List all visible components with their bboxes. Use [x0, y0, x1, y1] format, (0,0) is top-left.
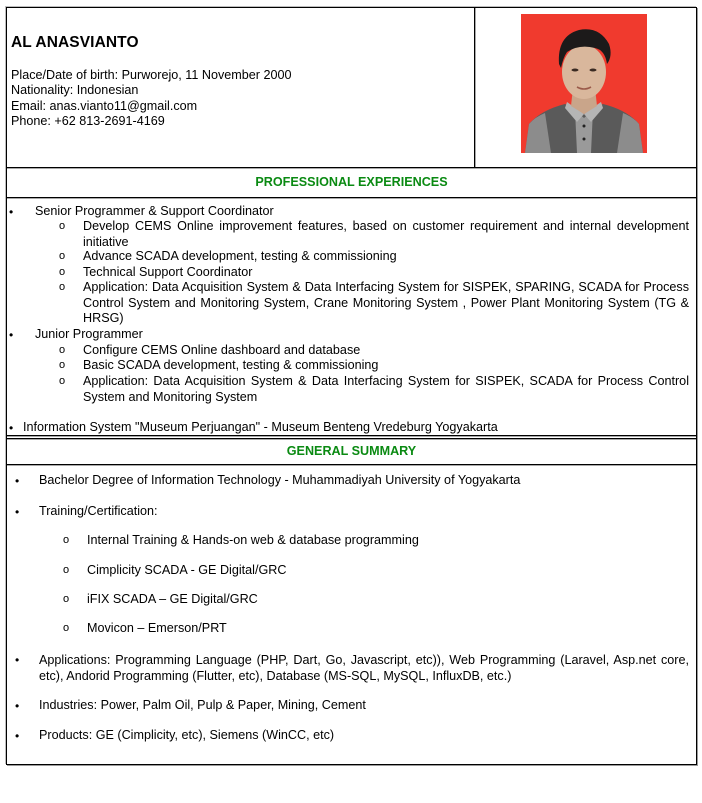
experience-title-row	[7, 168, 696, 198]
photo-cell	[475, 8, 696, 167]
header-row	[7, 8, 696, 168]
job-item: Advance SCADA development, testing & commissioning	[83, 249, 397, 263]
job-item: Technical Support Coordinator	[83, 265, 253, 279]
bullet-icon: •	[15, 729, 20, 743]
circle-bullet-icon: o	[59, 359, 66, 371]
training-item: Movicon – Emerson/PRT	[87, 621, 227, 635]
circle-bullet-icon: o	[59, 344, 66, 356]
birth-info: Place/Date of birth: Purworejo, 11 November 2000	[11, 68, 292, 82]
circle-bullet-icon: o	[63, 622, 70, 634]
job-role-junior: Junior Programmer	[35, 327, 143, 341]
personal-info-cell	[7, 8, 475, 167]
job-item: Application: Data Acquisition System & Data Interfacing System for SISPEK, SCADA for Process Control System and Monitoring System	[83, 374, 689, 404]
summary-title-row	[7, 439, 696, 465]
education-item: Bachelor Degree of Information Technology - Muhammadiyah University of Yogyakarta	[39, 473, 521, 487]
portrait-image-icon	[521, 14, 647, 153]
circle-bullet-icon: o	[63, 534, 70, 546]
experience-body	[7, 198, 696, 436]
section-title-summary: GENERAL SUMMARY	[286, 444, 417, 458]
email-info: Email: anas.vianto11@gmail.com	[11, 98, 198, 113]
bullet-icon: •	[9, 421, 14, 435]
job-role-senior: Senior Programmer & Support Coordinator	[35, 204, 274, 218]
bullet-icon: •	[15, 505, 20, 519]
bullet-icon: •	[9, 328, 14, 342]
bullet-icon: •	[9, 205, 14, 219]
circle-bullet-icon: o	[63, 564, 70, 576]
training-item: Cimplicity SCADA - GE Digital/GRC	[87, 563, 287, 577]
bullet-icon: •	[15, 653, 20, 667]
circle-bullet-icon: o	[59, 250, 66, 262]
summary-body	[7, 465, 696, 764]
bullet-icon: •	[15, 699, 20, 713]
products-item: Products: GE (Cimplicity, etc), Siemens (WinCC, etc)	[39, 728, 335, 742]
portrait-photo	[521, 14, 647, 153]
applications-item: Applications: Programming Language (PHP, Dart, Go, Javascript, etc)), Web Programming (Laravel, Asp.net core, etc), Andorid Programming (Flutter, etc), Database (MS-SQL, MySQL, InfluxDB, etc.)	[39, 653, 689, 683]
cv-table	[6, 7, 697, 765]
circle-bullet-icon: o	[59, 220, 66, 232]
bullet-icon: •	[15, 474, 20, 488]
circle-bullet-icon: o	[59, 375, 66, 387]
circle-bullet-icon: o	[59, 266, 66, 278]
job-item: Configure CEMS Online dashboard and database	[83, 343, 361, 357]
job-item: Application: Data Acquisition System & Data Interfacing System for SISPEK, SPARING, SCADA for Process Control System and Monitoring System, Crane Monitoring System , Power Plant Monitoring System (TG & HRSG)	[83, 280, 689, 325]
candidate-name: AL ANASVIANTO	[11, 34, 139, 51]
nationality-info: Nationality: Indonesian	[11, 83, 139, 98]
training-item: Internal Training & Hands-on web & database programming	[87, 533, 419, 547]
circle-bullet-icon: o	[59, 281, 66, 293]
job-item: Develop CEMS Online improvement features, based on customer requirement and internal development initiative	[83, 219, 689, 249]
circle-bullet-icon: o	[63, 593, 70, 605]
personal-info	[11, 68, 291, 130]
phone-info: Phone: +62 813-2691-4169	[11, 114, 165, 129]
training-label: Training/Certification:	[39, 504, 158, 518]
section-title-experience: PROFESSIONAL EXPERIENCES	[255, 175, 448, 189]
training-item: iFIX SCADA – GE Digital/GRC	[87, 592, 258, 606]
job-item: Basic SCADA development, testing & commissioning	[83, 358, 379, 372]
project-item: Information System "Museum Perjuangan" - Museum Benteng Vredeburg Yogyakarta	[23, 420, 498, 434]
industries-item: Industries: Power, Palm Oil, Pulp & Paper, Mining, Cement	[39, 698, 366, 712]
